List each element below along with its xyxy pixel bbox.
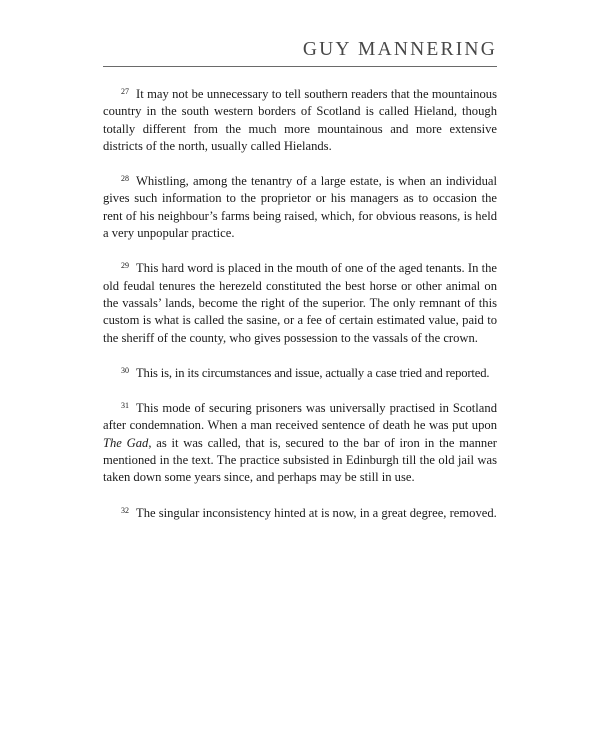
endnote-number: 29 <box>121 261 129 271</box>
endnote-italic-term: The Gad <box>103 435 149 450</box>
endnote-number: 30 <box>121 365 129 375</box>
running-header <box>103 36 497 67</box>
endnote-text: This hard word is placed in the mouth of one of the aged tenants. In the old feudal tenures the herezeld constituted the best horse or other animal on the vassals’ lands, become the right of the superior. The only remnant of this custom is what is called the sasine, or a fee of certain estimated value, paid to the sheriff of the county, who gives possession to the vassals of the crown. <box>103 261 497 345</box>
endnote-text-part: , as it was called, that is, secured to the bar of iron in the manner mentioned in the text. The practice subsisted in Edinburgh till the old jail was taken down some years since, and perhaps may be still in use. <box>103 435 497 485</box>
endnote-text-part: This mode of securing prisoners was universally practised in Scotland after condemnation. When a man received sentence of death he was put upon <box>103 401 497 433</box>
endnote-28 <box>103 170 497 242</box>
endnote-text: Whistling, among the tenantry of a large estate, is when an individual gives such information to the proprietor or his managers as to occasion the rent of his neighbour’s farms being raised, which, for obvious reasons, is held a very unpopular practice. <box>103 174 497 241</box>
endnote-text <box>103 401 497 484</box>
endnote-27 <box>103 83 497 155</box>
endnote-30 <box>103 362 497 382</box>
endnote-29 <box>103 257 497 346</box>
endnote-number: 27 <box>121 87 129 96</box>
running-title: GUY MANNERING <box>302 39 497 60</box>
endnote-text: This is, in its circumstances and issue, actually a case tried and reported. <box>136 365 490 380</box>
endnote-number: 32 <box>121 505 129 515</box>
endnote-number: 28 <box>121 174 129 184</box>
endnote-text: The singular inconsistency hinted at is now, in a great degree, removed. <box>136 505 497 520</box>
endnotes-list <box>103 83 497 537</box>
endnote-number: 31 <box>121 401 129 411</box>
endnote-31 <box>103 397 497 486</box>
endnote-text: It may not be unnecessary to tell southern readers that the mountainous country in the south western borders of Scotland is called Hieland, though totally different from the much more mountainous and more extensive districts of the north, usually called Hielands. <box>103 87 497 153</box>
endnote-32 <box>103 502 497 522</box>
